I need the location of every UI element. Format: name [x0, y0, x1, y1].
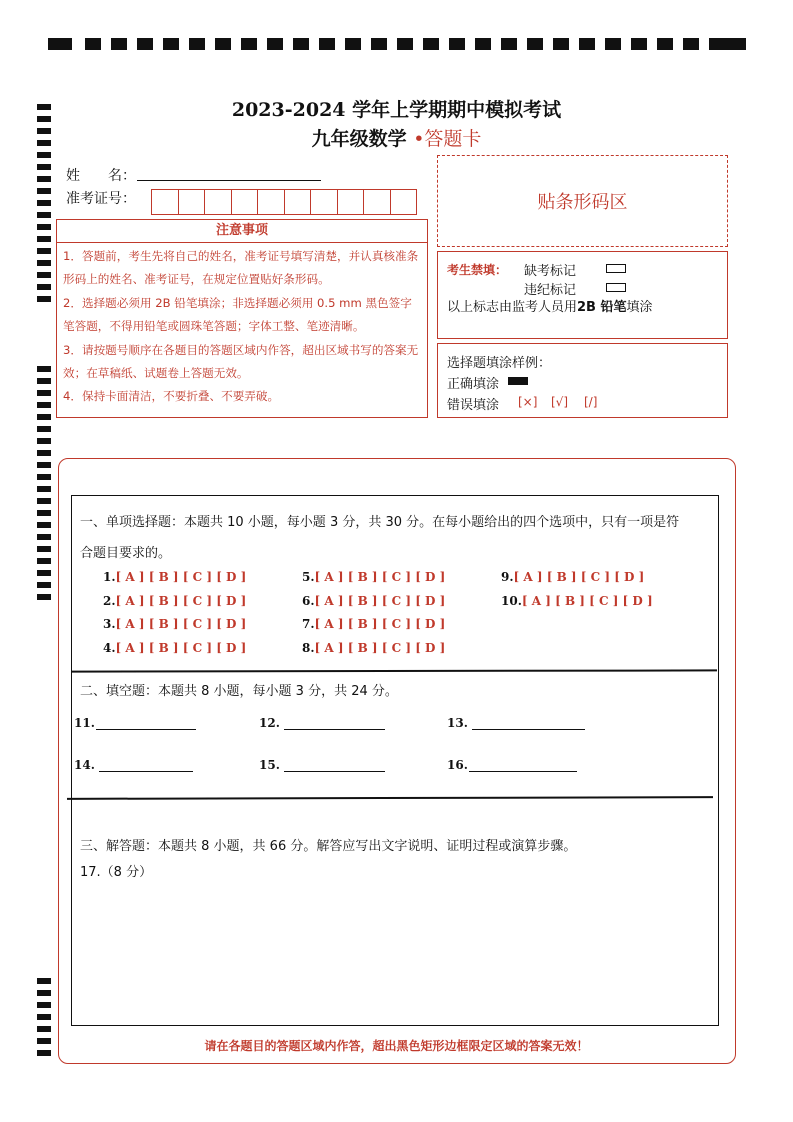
name-label: 姓 名： — [66, 168, 136, 184]
name-field[interactable] — [137, 180, 321, 181]
fill-question[interactable] — [447, 758, 577, 772]
title-dot: • — [413, 128, 425, 150]
answer-options[interactable]: [ A ] [ B ] [ C ] [ D ] — [115, 641, 247, 655]
top-timing-marks — [48, 38, 746, 50]
footer-warning: 请在各题目的答题区域内作答，超出黑色矩形边框限定区域的答案无效！ — [204, 1039, 589, 1053]
answer-options[interactable]: [ A ] [ B ] [ C ] [ D ] — [115, 617, 247, 631]
sample-title: 选择题填涂样例： — [447, 356, 552, 371]
answer-options[interactable]: [ A ] [ B ] [ C ] [ D ] — [115, 594, 247, 608]
question-17-label: 17.（8 分） — [80, 865, 153, 880]
fill-question[interactable] — [74, 758, 193, 772]
question-number: 3. — [103, 617, 116, 631]
violation-mark-box[interactable] — [606, 283, 626, 292]
question-number: 12. — [259, 716, 280, 730]
absent-label: 缺考标记 — [524, 264, 577, 279]
answer-options[interactable]: [ A ] [ B ] [ C ] [ D ] — [314, 641, 446, 655]
note-bold: 2B 铅笔 — [577, 300, 627, 315]
mc-question[interactable] — [302, 570, 445, 584]
barcode-area — [437, 155, 728, 247]
question-number: 6. — [302, 594, 315, 608]
note-pre: 以上标志由监考人员用 — [447, 300, 578, 315]
mc-question[interactable] — [501, 570, 644, 584]
fill-question[interactable] — [259, 716, 385, 730]
answer-options[interactable]: [ A ] [ B ] [ C ] [ D ] — [115, 570, 247, 584]
question-number: 14. — [74, 758, 95, 772]
answer-options[interactable]: [ A ] [ B ] [ C ] [ D ] — [314, 570, 446, 584]
notice-item: 1．答题前，考生先将自己的姓名，准考证号填写清楚，并认真核准条形码上的姓名、准考证号，在规定位置贴好条形码。 — [63, 249, 419, 286]
section3-desc: 三、解答题：本题共 8 小题，共 66 分。解答应写出文字说明、证明过程或演算步骤。 — [80, 839, 577, 854]
wrong-mark: [/] — [584, 395, 598, 409]
answer-line[interactable] — [472, 717, 585, 730]
answer-options[interactable]: [ A ] [ B ] [ C ] [ D ] — [314, 594, 446, 608]
absent-mark-box[interactable] — [606, 264, 626, 273]
answer-options[interactable]: [ A ] [ B ] [ C ] [ D ] — [513, 570, 645, 584]
fill-question[interactable] — [447, 716, 585, 730]
answer-line[interactable] — [284, 717, 385, 730]
fill-question[interactable] — [74, 716, 196, 730]
correct-label: 正确填涂 — [447, 377, 500, 392]
notice-box — [56, 242, 428, 418]
wrong-label: 错误填涂 — [447, 398, 500, 413]
mc-question[interactable] — [103, 617, 246, 631]
note-post: 填涂 — [626, 300, 653, 315]
notice-item: 2．选择题必须用 2B 铅笔填涂；非选择题必须用 0.5 mm 黑色签字笔答题，不得用铅笔或圆珠笔答题；字体工整、笔迹清晰。 — [63, 296, 412, 333]
answer-options[interactable]: [ A ] [ B ] [ C ] [ D ] — [314, 617, 446, 631]
section1-desc-line1: 一、单项选择题：本题共 10 小题，每小题 3 分，共 30 分。在每小题给出的四个选项中，只有一项是符 — [80, 515, 680, 530]
question-number: 5. — [302, 570, 315, 584]
mc-question[interactable] — [103, 570, 246, 584]
question-number: 4. — [103, 641, 116, 655]
mc-question[interactable] — [103, 594, 246, 608]
section1-desc-line2: 合题目要求的。 — [80, 546, 172, 561]
mc-question[interactable] — [103, 641, 246, 655]
answer-line[interactable] — [469, 759, 577, 772]
wrong-mark: [×] — [518, 395, 538, 409]
mc-question[interactable] — [501, 594, 653, 608]
answer-line[interactable] — [96, 717, 196, 730]
notice-item: 4．保持卡面清洁，不要折叠、不要弄破。 — [63, 389, 280, 403]
answer-options[interactable]: [ A ] [ B ] [ C ] [ D ] — [521, 594, 653, 608]
violation-label: 违纪标记 — [524, 283, 577, 298]
id-label: 准考证号： — [66, 191, 136, 207]
mc-question[interactable] — [302, 617, 445, 631]
question-17-answer-area[interactable] — [80, 880, 710, 1020]
question-number: 16. — [447, 758, 468, 772]
examinee-note — [447, 296, 653, 315]
barcode-label: 贴条形码区 — [537, 192, 628, 213]
question-number: 13. — [447, 716, 468, 730]
answer-line[interactable] — [99, 759, 193, 772]
question-number: 11. — [74, 716, 95, 730]
question-number: 15. — [259, 758, 280, 772]
mc-question[interactable] — [302, 641, 445, 655]
notice-item: 3．请按题号顺序在各题目的答题区域内作答，超出区域书写的答案无效；在草稿纸、试题卷上答题无效。 — [63, 343, 419, 380]
subject-name: 九年级数学 — [311, 128, 407, 150]
card-label: 答题卡 — [424, 128, 482, 150]
wrong-mark: [√] — [551, 395, 569, 409]
question-number: 8. — [302, 641, 315, 655]
notice-heading: 注意事项 — [56, 219, 428, 243]
question-number: 9. — [501, 570, 514, 584]
question-number: 10. — [501, 594, 522, 608]
examinee-restricted-box — [437, 251, 728, 339]
answer-line[interactable] — [284, 759, 385, 772]
fill-question[interactable] — [259, 758, 385, 772]
question-number: 2. — [103, 594, 116, 608]
id-number-boxes[interactable] — [151, 189, 417, 215]
question-number: 1. — [103, 570, 116, 584]
mc-question[interactable] — [302, 594, 445, 608]
subject-title — [0, 124, 793, 151]
fill-sample-box — [437, 343, 728, 418]
examinee-label: 考生禁填： — [447, 263, 508, 277]
question-number: 7. — [302, 617, 315, 631]
section2-desc: 二、填空题：本题共 8 小题，每小题 3 分，共 24 分。 — [80, 684, 398, 699]
exam-title: 2023-2024 学年上学期期中模拟考试 — [231, 99, 562, 121]
correct-fill-mark — [508, 377, 528, 385]
